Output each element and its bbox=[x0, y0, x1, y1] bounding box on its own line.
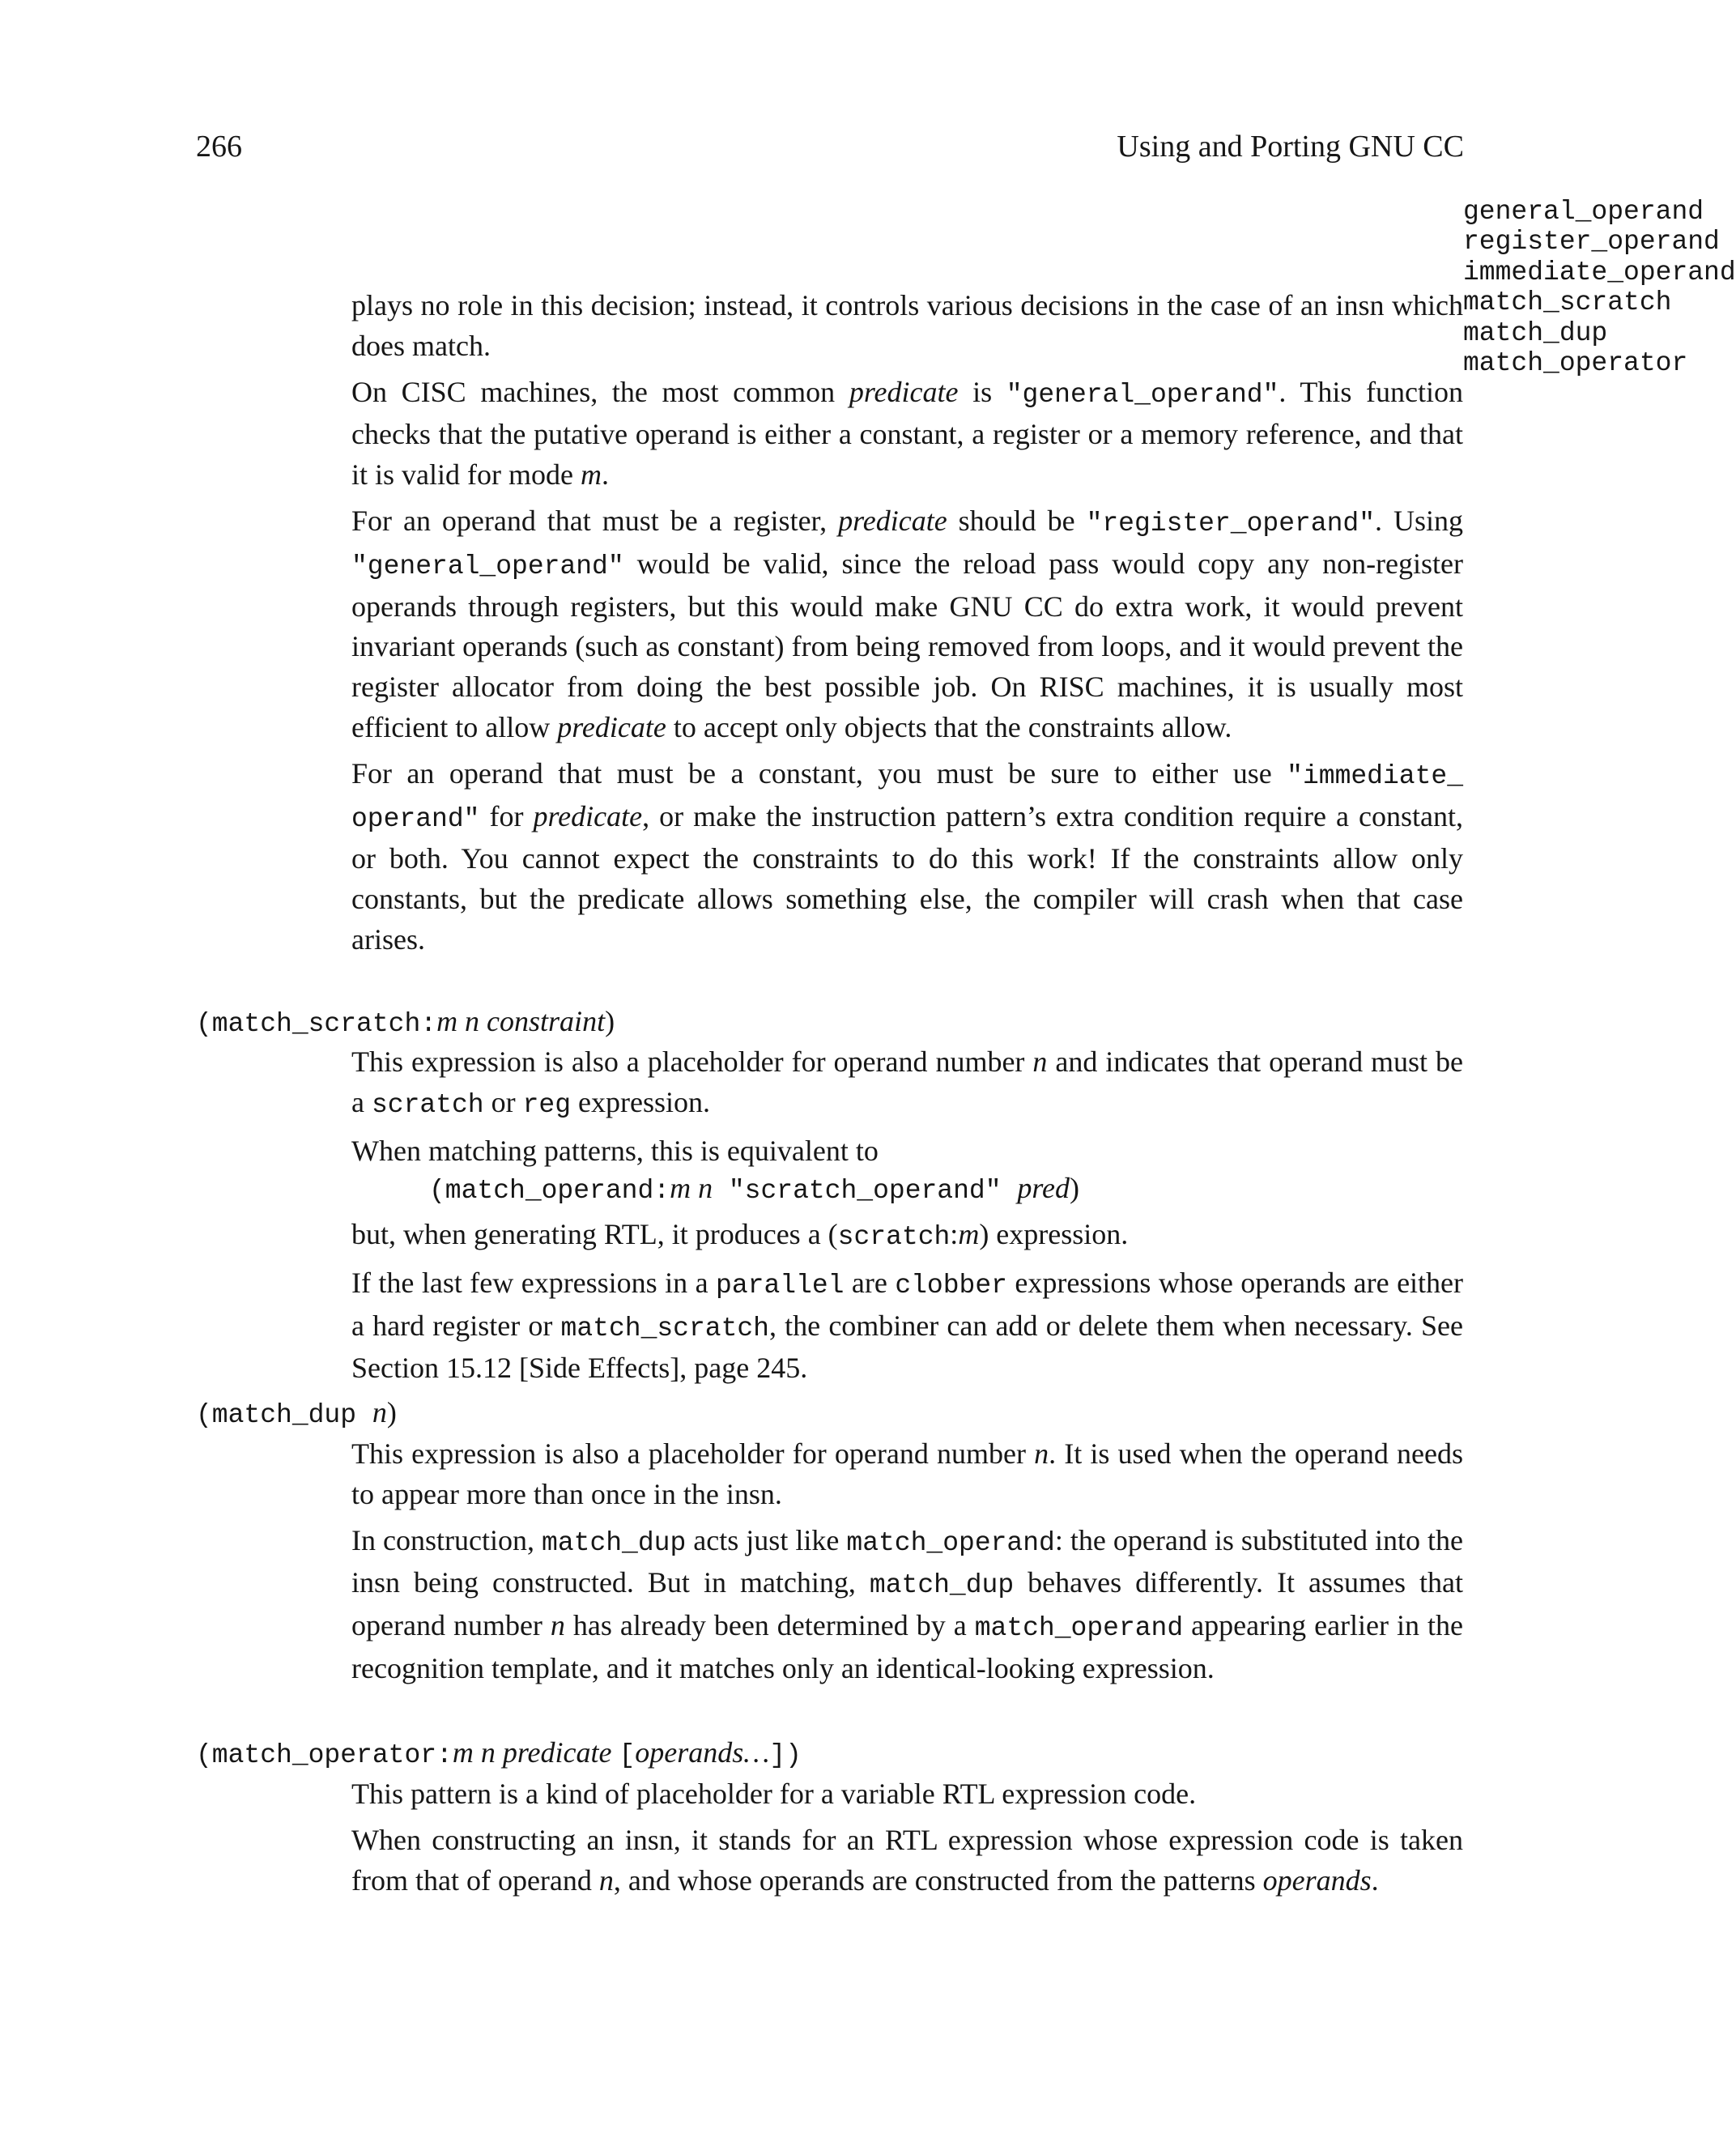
margin-index-entry: match_scratch bbox=[1463, 287, 1672, 318]
match-dup-description bbox=[351, 1434, 1463, 1689]
paragraph: When constructing an insn, it stands for an RTL expression whose expression code is taken from that of operand n, and whose operands are constructed from the patterns operands. bbox=[351, 1823, 1463, 1897]
margin-index-entry: immediate_operand bbox=[1463, 257, 1736, 287]
margin-index-entry: match_dup bbox=[1463, 317, 1608, 348]
paragraph: When matching patterns, this is equivalent to bbox=[351, 1134, 879, 1167]
match-scratch-term: (match_scratch:m n constraint) bbox=[196, 1005, 615, 1039]
margin-index-entry: general_operand bbox=[1463, 197, 1704, 227]
match-operator-description bbox=[351, 1774, 1463, 1901]
match-operator-term: (match_operator:m n predicate [operands…]) bbox=[196, 1736, 802, 1770]
margin-index-entry: match_operator bbox=[1463, 348, 1688, 379]
margin-index bbox=[1463, 197, 1736, 379]
paragraph: On CISC machines, the most common predicate is "general_operand". This function checks that the putative operand is either a constant, a register or a memory reference, and that it is valid for mode m. bbox=[351, 375, 1463, 492]
paragraph: For an operand that must be a register, predicate should be "register_operand". Using "general_operand" would be valid, since the reload pass would copy any non-register operands through registers, but this would make GNU CC do extra work, it would prevent invariant operands (such as constant) from being removed from loops, and it would prevent the register allocator from doing the best possible job. On RISC machines, it is usually most efficient to allow predicate to accept only objects that the constraints allow. bbox=[351, 504, 1463, 743]
operand-predicate-discussion bbox=[351, 286, 1463, 960]
match-scratch-description-cont bbox=[351, 1215, 1463, 1389]
running-title: Using and Porting GNU CC bbox=[1117, 130, 1464, 164]
page-number: 266 bbox=[196, 130, 242, 164]
paragraph: This expression is also a placeholder for operand number n. It is used when the operand needs to appear more than once in the insn. bbox=[351, 1437, 1463, 1510]
match-dup-term: (match_dup n) bbox=[196, 1396, 397, 1430]
paragraph: but, when generating RTL, it produces a (scratch:m) expression. bbox=[351, 1218, 1129, 1252]
paragraph: This expression is also a placeholder for operand number n and indicates that operand must be a scratch or reg expression. bbox=[351, 1045, 1463, 1120]
equivalent-example: (match_operand:m n "scratch_operand" pred) bbox=[429, 1172, 1079, 1206]
paragraph: For an operand that must be a constant, you must be sure to either use "immediate_ operand" for predicate, or make the instruction pattern’s extra condition require a constant, or both. You cannot expect the constraints to do this work! If the constraints allow only constants, but the predicate allows something else, the compiler will crash when that case arises. bbox=[351, 756, 1463, 956]
paragraph: In construction, match_dup acts just like match_operand: the operand is substituted into the insn being constructed. But in matching, match_dup behaves differently. It assumes that operand number n has already been determined by a match_operand appearing earlier in the recognition template, and it matches only an identical-looking expression. bbox=[351, 1523, 1464, 1684]
margin-index-entry: register_operand bbox=[1463, 227, 1720, 258]
paragraph: This pattern is a kind of placeholder for a variable RTL expression code. bbox=[351, 1778, 1197, 1810]
paragraph: plays no role in this decision; instead, it controls various decisions in the case of an insn which does match. bbox=[351, 289, 1463, 362]
paragraph: If the last few expressions in a parallel are clobber expressions whose operands are either a hard register or match_scratch, the combiner can add or delete them when necessary. See Section 15.12 [Side Effects], page 245. bbox=[351, 1266, 1464, 1385]
match-scratch-description bbox=[351, 1042, 1463, 1171]
